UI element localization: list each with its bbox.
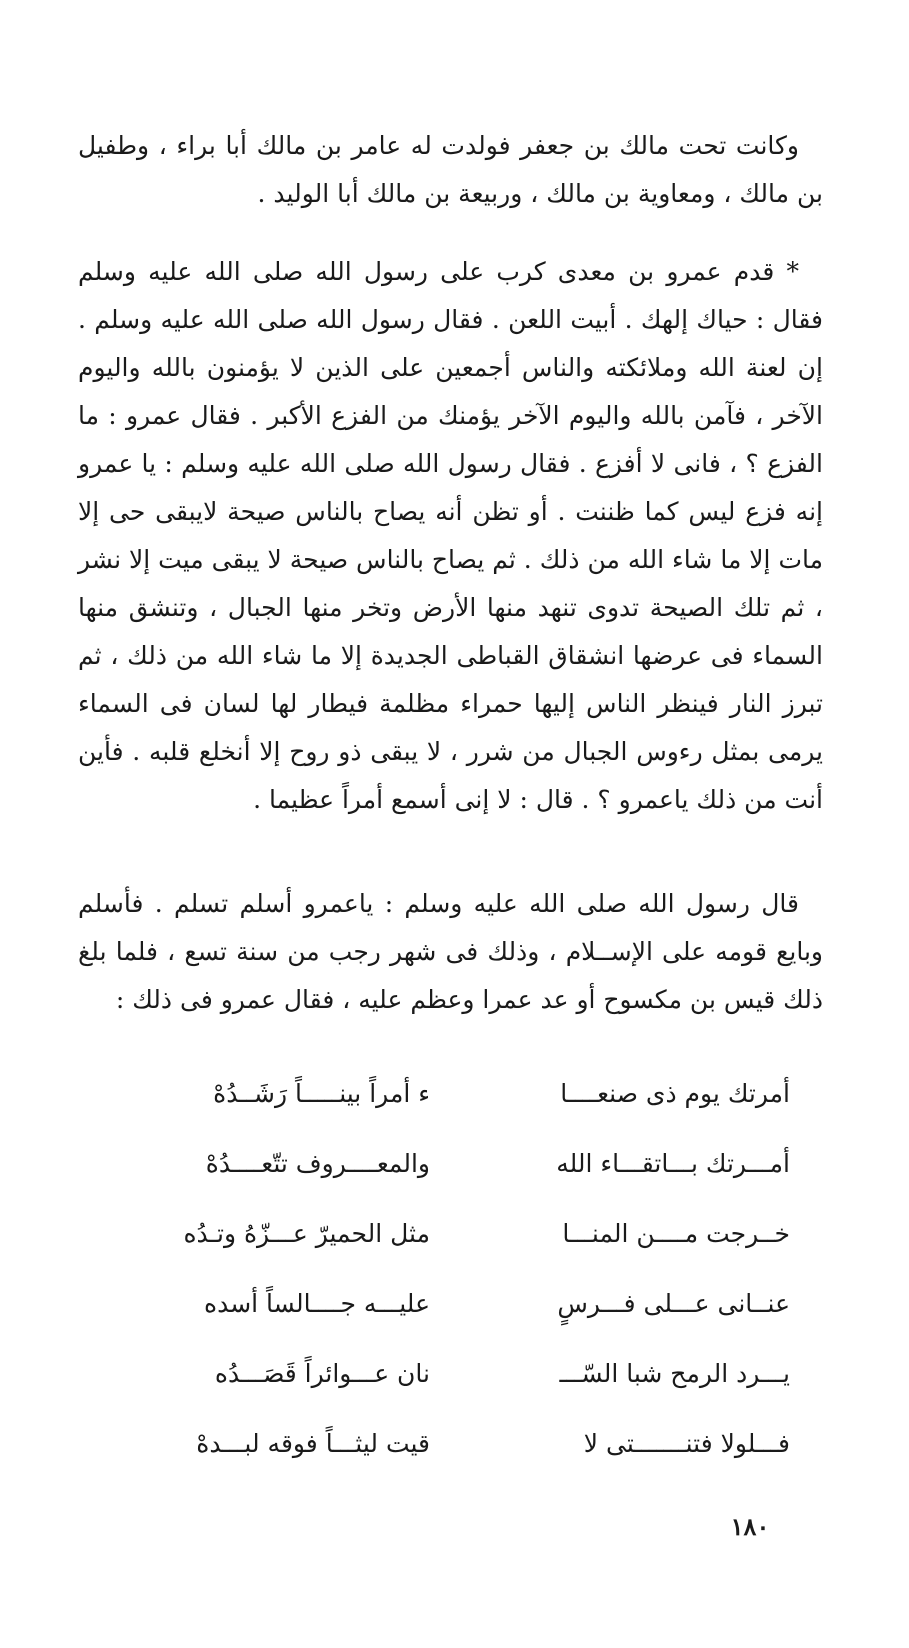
verse-second-hemistich: عليـــه جــــالساً أسده: [203, 1288, 430, 1318]
verse-second-hemistich: والمعــــروف تتّعــــدُهْ: [205, 1148, 430, 1178]
poem-verse: [100, 1268, 790, 1338]
poem-verse: [100, 1338, 790, 1408]
verse-first-hemistich: يـــرد الرمح شبا السّـــ: [559, 1358, 790, 1388]
verse-second-hemistich: ء أمراً بينـــــاً رَشَــدُهْ: [213, 1078, 430, 1108]
verse-first-hemistich: عنــانى عـــلى فـــرسٍ: [557, 1288, 790, 1318]
verse-first-hemistich: أمـــرتك بـــاتقـــاء الله: [556, 1148, 790, 1178]
page-number: ١٨٠: [730, 1512, 770, 1541]
poem-verse: [100, 1408, 790, 1478]
poem-verse: [100, 1058, 790, 1128]
verse-second-hemistich: قيت ليثـــاً فوقه لبـــدهْ: [196, 1428, 430, 1458]
poem-verse: [100, 1128, 790, 1198]
poem: [100, 1058, 790, 1478]
verse-second-hemistich: مثل الحميرّ عـــزّهُ وتـدُه: [183, 1218, 430, 1248]
paragraph-amr-islam: قال رسول الله صلى الله عليه وسلم : ياعمرو أسلم تسلم . فأسلم وبايع قومه على الإســلام ، وذلك فى شهر رجب من سنة تسع ، فلما بلغ ذلك قيس بن مكسوح أو عد عمرا وعظم عليه ، فقال عمرو فى ذلك :: [78, 889, 823, 1014]
verse-first-hemistich: أمرتك يوم ذى صنعــــا: [560, 1078, 790, 1108]
poem-verse: [100, 1198, 790, 1268]
verse-first-hemistich: خــرجت مــــن المنـــا: [562, 1218, 790, 1248]
verse-first-hemistich: فـــلولا فتنـــــــتى لا: [583, 1428, 790, 1458]
verse-second-hemistich: نان عـــوائراً قَصَـــدُه: [214, 1358, 430, 1388]
paragraph-lineage: وكانت تحت مالك بن جعفر فولدت له عامر بن مالك أبا براء ، وطفيل بن مالك ، ومعاوية بن مالك ، وربيعة بن مالك أبا الوليد .: [78, 131, 823, 208]
paragraph-amr-visit: * قدم عمرو بن معدى كرب على رسول الله صلى الله عليه وسلم فقال : حياك إلهك . أبيت اللعن . فقال رسول الله صلى الله عليه وسلم . إن لعنة الله وملائكته والناس أجمعين على الذين لا يؤمنون بالله واليوم الآخر ، فآمن بالله واليوم الآخر يؤمنك من الفزع الأكبر . فقال عمرو : ما الفزع ؟ ، فانى لا أفزع . فقال رسول الله صلى الله عليه وسلم : يا عمرو إنه فزع ليس كما ظننت . أو تظن أنه يصاح بالناس صيحة لايبقى حى إلا مات إلا ما شاء الله من ذلك . ثم يصاح بالناس صيحة لا يبقى ميت إلا نشر ، ثم تلك الصيحة تدوى تنهد منها الأرض وتخر منها الجبال ، وتنشق منها السماء فى عرضها انشقاق القباطى الجديدة إلا ما شاء الله من ذلك ، ثم تبرز النار فينظر الناس إليها حمراء مظلمة فيطار لها لسان فى السماء يرمى بمثل رءوس الجبال من شرر ، لا يبقى ذو روح إلا أنخلع قلبه . فأين أنت من ذلك ياعمرو ؟ . قال : لا إنى أسمع أمراً عظيما .: [78, 257, 823, 814]
